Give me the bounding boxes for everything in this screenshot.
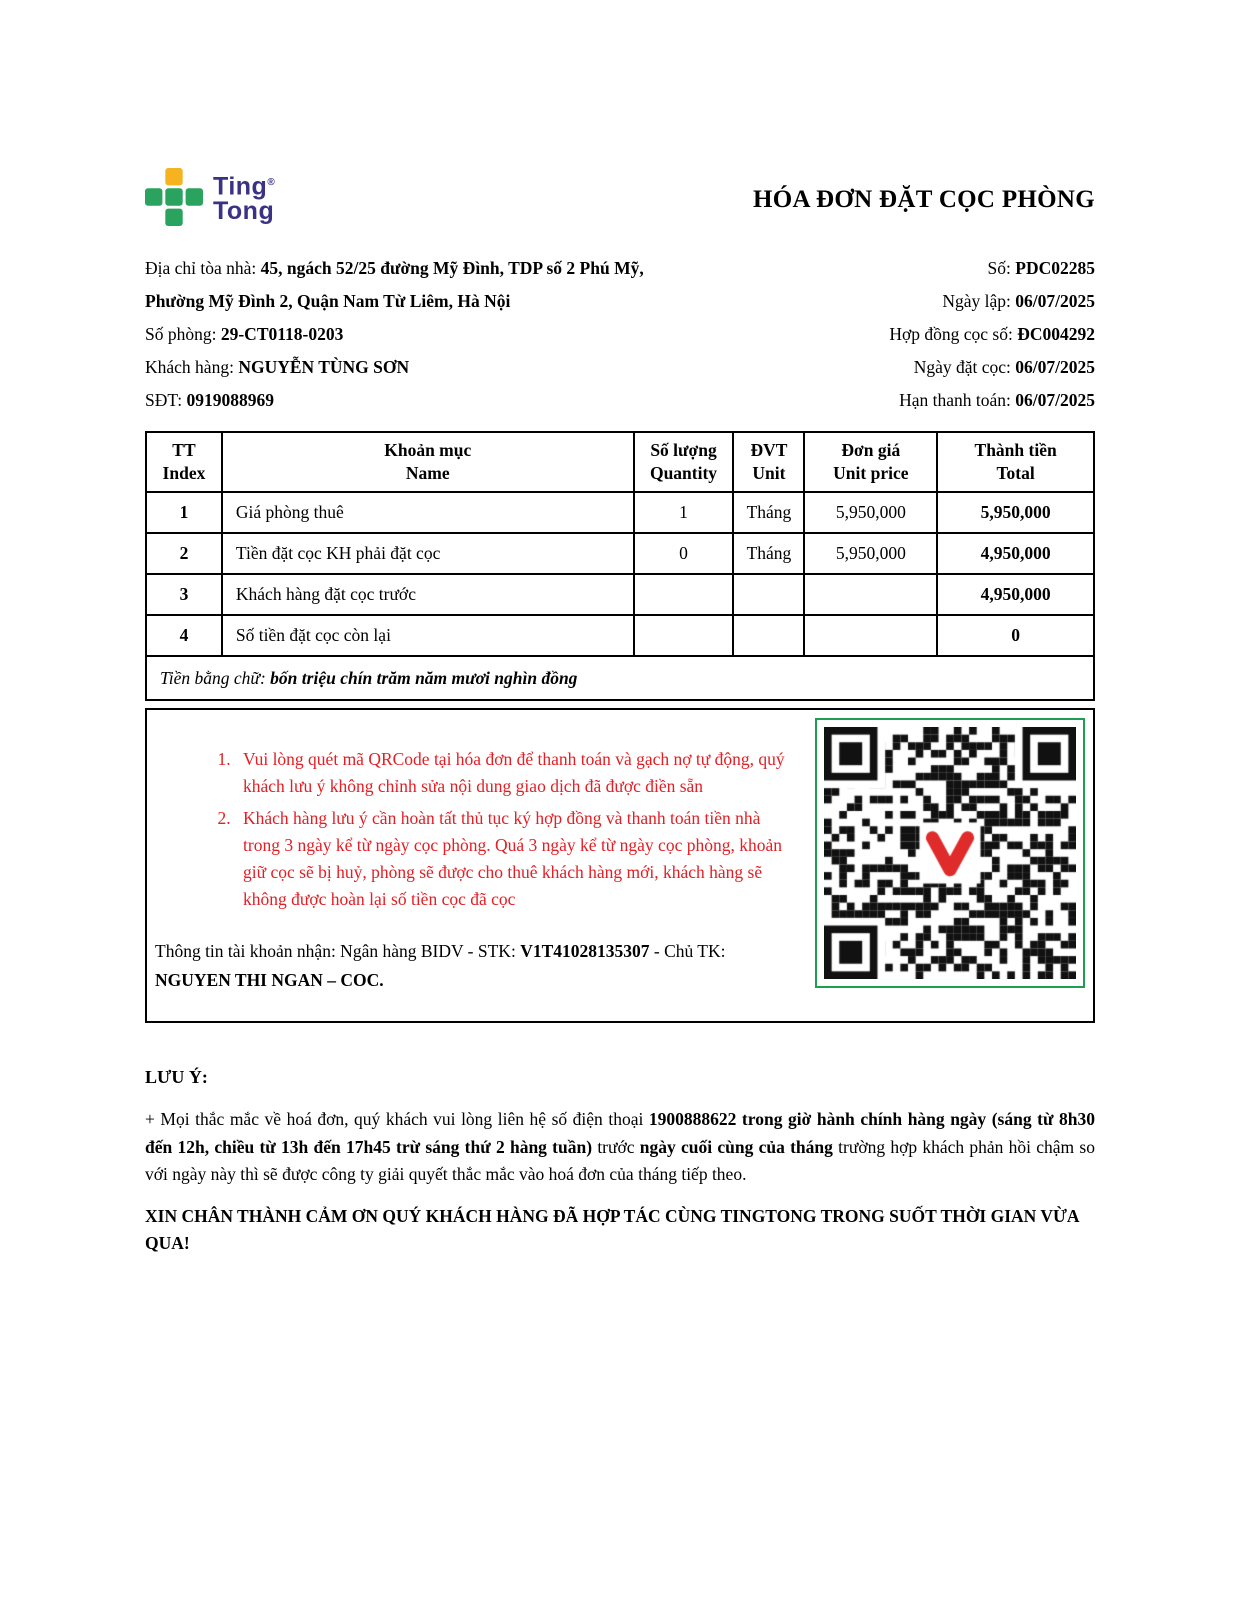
table-row (146, 574, 1094, 615)
bank-account-info (155, 937, 797, 995)
notice-text-3: trường hợp khách phản hồi chậm so với ngày này thì sẽ được công ty giải quyết thắc mắc vào hoá đơn của tháng tiếp theo. (145, 1136, 1095, 1184)
cell-unit-price: 5,950,000 (804, 492, 937, 533)
amount-in-words-label: Tiền bằng chữ: (160, 667, 271, 688)
cell-unit-price (804, 615, 937, 656)
table-row (146, 533, 1094, 574)
tingtong-logo-mark (145, 168, 203, 226)
room-label: Số phòng: (145, 324, 221, 344)
notice-text-1: + Mọi thắc mắc về hoá đơn, quý khách vui lòng liên hệ số điện thoại (145, 1109, 649, 1129)
deposit-date-line (755, 351, 1095, 384)
qr-code (824, 727, 1076, 979)
cell-index: 3 (146, 574, 222, 615)
note-item-1 (235, 746, 797, 800)
phone-line (145, 384, 690, 417)
phone-label: SĐT: (145, 390, 187, 410)
cell-total: 0 (937, 615, 1094, 656)
hotline-and-hours: 1900888622 trong giờ hành chính hàng ngày (sáng từ 8h30 đến 12h, chiều từ 13h đến 17h45 trừ sáng thứ 2 hàng tuần) (145, 1109, 1095, 1157)
thanks-paragraph: XIN CHÂN THÀNH CẢM ƠN QUÝ KHÁCH HÀNG ĐÃ HỢP TÁC CÙNG TINGTONG TRONG SUỐT THỜI GIAN VỪA QUA! (145, 1205, 1079, 1253)
cell-index: 2 (146, 533, 222, 574)
cell-unit-price (804, 574, 937, 615)
tingtong-logo (145, 168, 275, 226)
room-number-line (145, 318, 690, 351)
bank-info-middle: - Chủ TK: (649, 941, 726, 961)
cell-item-name: Số tiền đặt cọc còn lại (222, 615, 634, 656)
amount-in-words-row (146, 656, 1094, 700)
col-header-tt: TT Index (146, 432, 222, 492)
deposit-date-label: Ngày đặt cọc: (913, 357, 1016, 377)
address-value: 45, ngách 52/25 đường Mỹ Đình, TDP số 2 Phú Mỹ, Phường Mỹ Đình 2, Quận Nam Từ Liêm, Hà Nội (145, 258, 644, 311)
col-header-name: Khoản mục Name (222, 432, 634, 492)
issue-date-value: 06/07/2025 (1015, 291, 1095, 311)
cell-total: 4,950,000 (937, 574, 1094, 615)
bank-account-number: V1T41028135307 (520, 941, 650, 961)
cell-unit: Tháng (733, 492, 804, 533)
cell-unit: Tháng (733, 533, 804, 574)
note-item-1-text: Vui lòng quét mã QRCode tại hóa đơn để thanh toán và gạch nợ tự động, quý khách lưu ý không chỉnh sửa nội dung giao dịch đã được điền sẵn (243, 749, 785, 796)
invoice-meta (755, 252, 1095, 417)
note-item-2-text: Khách hàng lưu ý cần hoàn tất thủ tục ký hợp đồng và thanh toán tiền nhà trong 3 ngày kể từ ngày cọc phòng. Quá 3 ngày kể từ ngày cọc phòng, khoản giữ cọc sẽ bị huỷ, phòng sẽ được cho thuê khách hàng mới, khách hàng sẽ không được hoàn lại số tiền cọc đã cọc (243, 808, 782, 909)
registered-mark: ® (267, 176, 276, 188)
room-value: 29-CT0118-0203 (220, 324, 344, 344)
footer-notice (145, 1067, 1095, 1258)
cell-unit-price: 5,950,000 (804, 533, 937, 574)
amount-in-words-value: bốn triệu chín trăm năm mươi nghìn đồng (270, 667, 578, 688)
invoice-document (145, 0, 1095, 1258)
invoice-info (145, 252, 1095, 417)
bank-info-prefix: Thông tin tài khoản nhận: Ngân hàng BIDV - STK: (155, 941, 521, 961)
bank-account-holder: NGUYEN THI NGAN – COC. (155, 970, 384, 990)
phone-value: 0919088969 (186, 390, 274, 410)
payment-qr-frame (815, 718, 1085, 988)
deposit-contract-label: Hợp đồng cọc số: (889, 324, 1018, 344)
note-item-2 (235, 805, 797, 913)
cell-quantity: 0 (634, 533, 734, 574)
amount-in-words (146, 656, 1094, 700)
cell-index: 4 (146, 615, 222, 656)
payment-notes (147, 710, 815, 1021)
cell-quantity (634, 615, 734, 656)
logo-word-ting: Ting (213, 172, 268, 201)
table-row (146, 615, 1094, 656)
page-title: HÓA ĐƠN ĐẶT CỌC PHÒNG (753, 186, 1095, 213)
col-header-unit-price: Đơn giá Unit price (804, 432, 937, 492)
payment-notes-list (155, 746, 797, 913)
due-date-value: 06/07/2025 (1015, 390, 1095, 410)
notes-section (145, 708, 1095, 1023)
cell-unit (733, 574, 804, 615)
cell-item-name: Giá phòng thuê (222, 492, 634, 533)
building-address-line (145, 252, 690, 318)
notice-text-2: trước (592, 1136, 640, 1157)
deposit-contract-line (755, 318, 1095, 351)
customer-value: NGUYỄN TÙNG SƠN (238, 357, 410, 377)
address-label: Địa chỉ tòa nhà: (145, 258, 261, 278)
col-header-total: Thành tiền Total (937, 432, 1094, 492)
issue-date-line (755, 285, 1095, 318)
col-header-quantity: Số lượng Quantity (634, 432, 734, 492)
notice-paragraph (145, 1106, 1095, 1189)
document-header (145, 168, 1095, 226)
items-table (145, 431, 1095, 701)
issue-date-label: Ngày lập: (942, 291, 1016, 311)
cell-item-name: Tiền đặt cọc KH phải đặt cọc (222, 533, 634, 574)
col-header-unit: ĐVT Unit (733, 432, 804, 492)
table-header-row (146, 432, 1094, 492)
cell-quantity (634, 574, 734, 615)
deposit-contract-value: ĐC004292 (1017, 324, 1095, 344)
cell-index: 1 (146, 492, 222, 533)
customer-info (145, 252, 690, 417)
table-row (146, 492, 1094, 533)
cell-item-name: Khách hàng đặt cọc trước (222, 574, 634, 615)
invoice-number-label: Số: (987, 258, 1016, 278)
tingtong-logo-text (213, 170, 275, 224)
customer-name-line (145, 351, 690, 384)
logo-word-tong: Tong (213, 197, 275, 226)
due-date-line (755, 384, 1095, 417)
notice-heading: LƯU Ý: (145, 1067, 208, 1087)
customer-label: Khách hàng: (145, 357, 239, 377)
cell-unit (733, 615, 804, 656)
deadline-phrase: ngày cuối cùng của tháng (639, 1136, 833, 1157)
cell-quantity: 1 (634, 492, 734, 533)
invoice-number-line (755, 252, 1095, 285)
cell-total: 5,950,000 (937, 492, 1094, 533)
due-date-label: Hạn thanh toán: (899, 390, 1016, 410)
cell-total: 4,950,000 (937, 533, 1094, 574)
deposit-date-value: 06/07/2025 (1015, 357, 1095, 377)
invoice-number-value: PDC02285 (1015, 258, 1095, 278)
